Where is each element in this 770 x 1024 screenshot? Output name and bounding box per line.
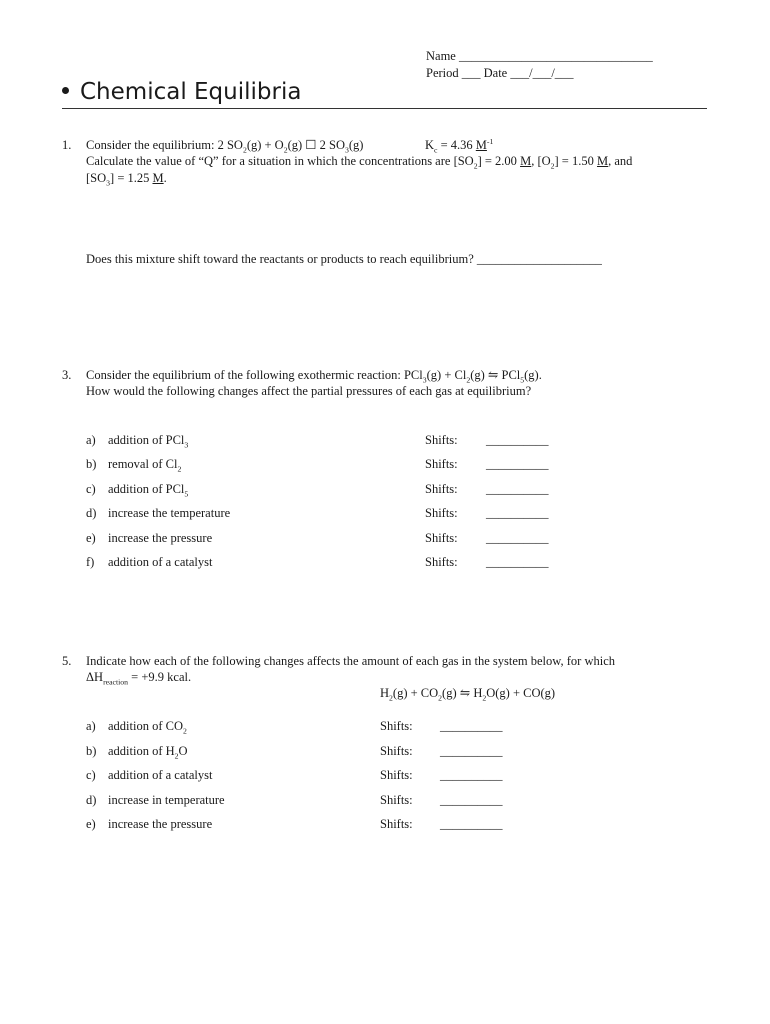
q3-item-shifts-label: Shifts: — [425, 555, 458, 569]
q3-item-letter: a) — [86, 433, 96, 447]
page-title: Chemical Equilibria — [80, 79, 302, 105]
q5-item-text: addition of $H_2O$ — [108, 743, 188, 761]
q3-item-answer-blank: __________ — [486, 457, 549, 472]
q5-item-answer-blank: __________ — [440, 792, 503, 807]
q3-item-answer-blank: __________ — [486, 530, 549, 545]
q5-item-shifts-label: Shifts: — [380, 743, 413, 758]
q5-item-text: addition of $CO_2$ — [108, 719, 187, 736]
q3-item-letter: f) — [86, 555, 95, 569]
q3-item-text: removal of $Cl_2$ — [108, 457, 182, 474]
q1-question: Does this mixture shift toward the reactants or products to reach equilibrium? ____________________ — [86, 252, 602, 266]
q5-item-answer-blank: __________ — [440, 768, 503, 783]
q5-item-letter: b) — [86, 743, 97, 758]
q5-item-answer-blank: __________ — [440, 817, 503, 832]
q5-item-answer-blank: __________ — [440, 719, 503, 733]
q1-line3: $[SO_3] = 1.25$ M. — [86, 171, 167, 188]
q3-item-answer-blank: __________ — [486, 506, 549, 521]
q3-item-answer-blank: __________ — [486, 433, 549, 447]
q1-equation: Consider the equilibrium: 2 $SO_2(g) + O_2(g)$ ☐ 2 $SO_3(g)$ — [86, 138, 364, 155]
q3-item-shifts-label: Shifts: — [425, 530, 458, 545]
name-line: Name _______________________________ — [426, 49, 653, 63]
q5-item-shifts-label: Shifts: — [380, 817, 413, 832]
q5-item-letter: d) — [86, 792, 97, 807]
q3-item-answer-blank: __________ — [486, 481, 549, 496]
q3-item-text: increase the temperature — [108, 506, 231, 521]
q3-line1: Consider the equilibrium of the following exothermic reaction: $PCl_3(g) + Cl_2(g)$ ⇋ PCl$_5$(g). — [86, 368, 542, 385]
q5-item-shifts-label: Shifts: — [380, 719, 413, 733]
q3-item-text: addition of PCl$_5$ — [108, 481, 189, 499]
q3-item-answer-blank: __________ — [486, 555, 549, 569]
q5-item-letter: c) — [86, 768, 96, 783]
q3-item-letter: c) — [86, 481, 96, 496]
q5-dh: $\Delta H_{reaction} = +9.9$ kcal. — [86, 670, 192, 687]
q1-kc: $K_c = 4.36$ $M^{-1}$ — [425, 136, 494, 155]
bullet-icon — [62, 87, 69, 94]
q5-line1: Indicate how each of the following changes affects the amount of each gas in the system below, for which — [86, 654, 615, 668]
q3-item-shifts-label: Shifts: — [425, 481, 458, 496]
q5-number: 5. — [62, 654, 72, 668]
q5-item-text: increase in temperature — [108, 792, 225, 807]
q3-item-shifts-label: Shifts: — [425, 433, 458, 447]
q3-line2: How would the following changes affect the partial pressures of each gas at equilibrium? — [86, 384, 532, 398]
q3-item-shifts-label: Shifts: — [425, 506, 458, 521]
q5-item-shifts-label: Shifts: — [380, 768, 413, 783]
period-date-line: Period ___ Date ___/___/___ — [426, 66, 574, 80]
q1-line2: Calculate the value of “Q” for a situation in which the concentrations are $[SO_2] = 2.00$ M, $[O_2] = 1.50$ M, and — [86, 154, 633, 171]
q3-item-shifts-label: Shifts: — [425, 457, 458, 472]
q5-item-letter: a) — [86, 719, 96, 733]
q3-item-letter: e) — [86, 530, 96, 545]
q5-item-text: addition of a catalyst — [108, 768, 213, 783]
q3-item-letter: b) — [86, 457, 97, 472]
q3-item-text: addition of PCl$_3$ — [108, 433, 189, 450]
q5-item-shifts-label: Shifts: — [380, 792, 413, 807]
q3-item-text: addition of a catalyst — [108, 555, 213, 569]
q3-number: 3. — [62, 368, 72, 382]
title-row — [62, 78, 707, 109]
q1-number: 1. — [62, 138, 72, 152]
q5-item-letter: e) — [86, 817, 96, 832]
q3-item-letter: d) — [86, 506, 97, 521]
q5-item-text: increase the pressure — [108, 817, 213, 832]
q3-item-text: increase the pressure — [108, 530, 213, 545]
q5-item-answer-blank: __________ — [440, 743, 503, 758]
q5-equation: $H_2(g) + CO_2(g)$ ⇋ $H_2O(g) + CO(g)$ — [380, 686, 556, 703]
